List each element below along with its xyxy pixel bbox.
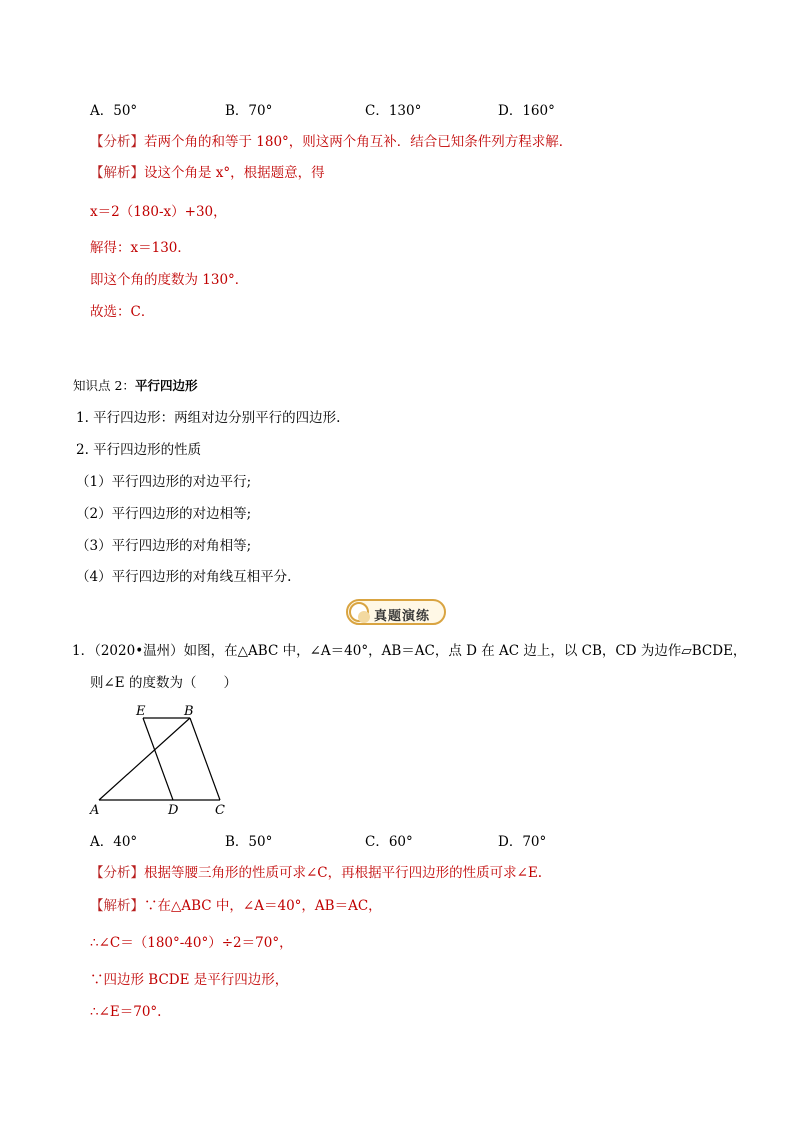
badge-label: 真题演练 (374, 609, 431, 624)
label-c: C (215, 803, 225, 818)
label-e: E (136, 704, 146, 719)
solve-value: x＝130． (130, 240, 191, 256)
segment-bc (190, 718, 220, 800)
segment-ed (143, 718, 173, 800)
q1-stem-line1: 1．（2020•温州）如图，在△ABC 中，∠A＝40°，AB＝AC，点 D 在 AC 边上，以 CB，CD 为边作▱BCDE， (72, 643, 747, 659)
kp-line-3: （1）平行四边形的对边平行; (76, 474, 252, 490)
q1-option-b: B．50° (225, 834, 273, 850)
q1-step-2: ∵四边形 BCDE 是平行四边形， (90, 972, 289, 988)
label-b: B (184, 704, 194, 719)
analysis-tag: 【分析】 (90, 134, 144, 150)
solve-label: 解得： (90, 240, 131, 256)
kp-line-2: 2. 平行四边形的性质 (76, 442, 202, 458)
analysis-tag: 【分析】 (90, 865, 144, 881)
choose-value: C． (130, 304, 155, 320)
kp-prefix: 知识点 2： (73, 378, 135, 393)
solution-tag: 【解析】 (90, 165, 144, 181)
q1-stem-line2: 则∠E 的度数为（ ） (90, 675, 237, 691)
kp-line-5: （3）平行四边形的对角相等; (76, 538, 252, 554)
label-d: D (168, 803, 179, 818)
knowledge-point-heading (73, 380, 197, 393)
analysis-text: 根据等腰三角形的性质可求∠C，再根据平行四边形的性质可求∠E. (144, 865, 543, 881)
kp-line-4: （2）平行四边形的对边相等; (76, 506, 252, 522)
q1-analysis (90, 867, 542, 881)
q0-solve (90, 242, 191, 256)
q0-equation: x＝2（180-x）+30， (90, 204, 227, 220)
q1-step-1: ∴∠C＝（180°-40°）÷2＝70°， (90, 935, 293, 951)
solution-text: ∵在△ABC 中，∠A＝40°，AB＝AC， (144, 898, 382, 914)
q1-option-d: D．70° (498, 834, 547, 850)
q0-option-c: C．130° (365, 103, 422, 119)
q0-solution (90, 167, 325, 181)
kp-title: 平行四边形 (134, 378, 198, 393)
section-badge (346, 599, 446, 625)
q1-solution (90, 900, 382, 914)
kp-line-6: （4）平行四边形的对角线互相平分. (76, 569, 292, 585)
label-a: A (90, 803, 100, 818)
q1-option-a: A．40° (90, 834, 138, 850)
q0-analysis (90, 136, 572, 150)
parallelogram-figure (80, 700, 250, 820)
analysis-text: 若两个角的和等于 180°，则这两个角互补．结合已知条件列方程求解． (144, 134, 573, 150)
segment-ab (99, 718, 190, 800)
solution-text: 设这个角是 x°，根据题意，得 (144, 165, 325, 181)
q0-choose (90, 306, 154, 320)
kp-line-1: 1. 平行四边形：两组对边分别平行的四边形. (76, 410, 341, 426)
q0-conclusion: 即这个角的度数为 130°． (90, 272, 249, 288)
q0-option-a: A．50° (90, 103, 138, 119)
choose-label: 故选： (90, 304, 131, 320)
badge-circle-icon (349, 602, 369, 622)
solution-tag: 【解析】 (90, 898, 144, 914)
q0-option-b: B．70° (225, 103, 273, 119)
q0-option-d: D．160° (498, 103, 555, 119)
q1-step-3: ∴∠E＝70°. (90, 1004, 162, 1020)
q1-option-c: C．60° (365, 834, 413, 850)
